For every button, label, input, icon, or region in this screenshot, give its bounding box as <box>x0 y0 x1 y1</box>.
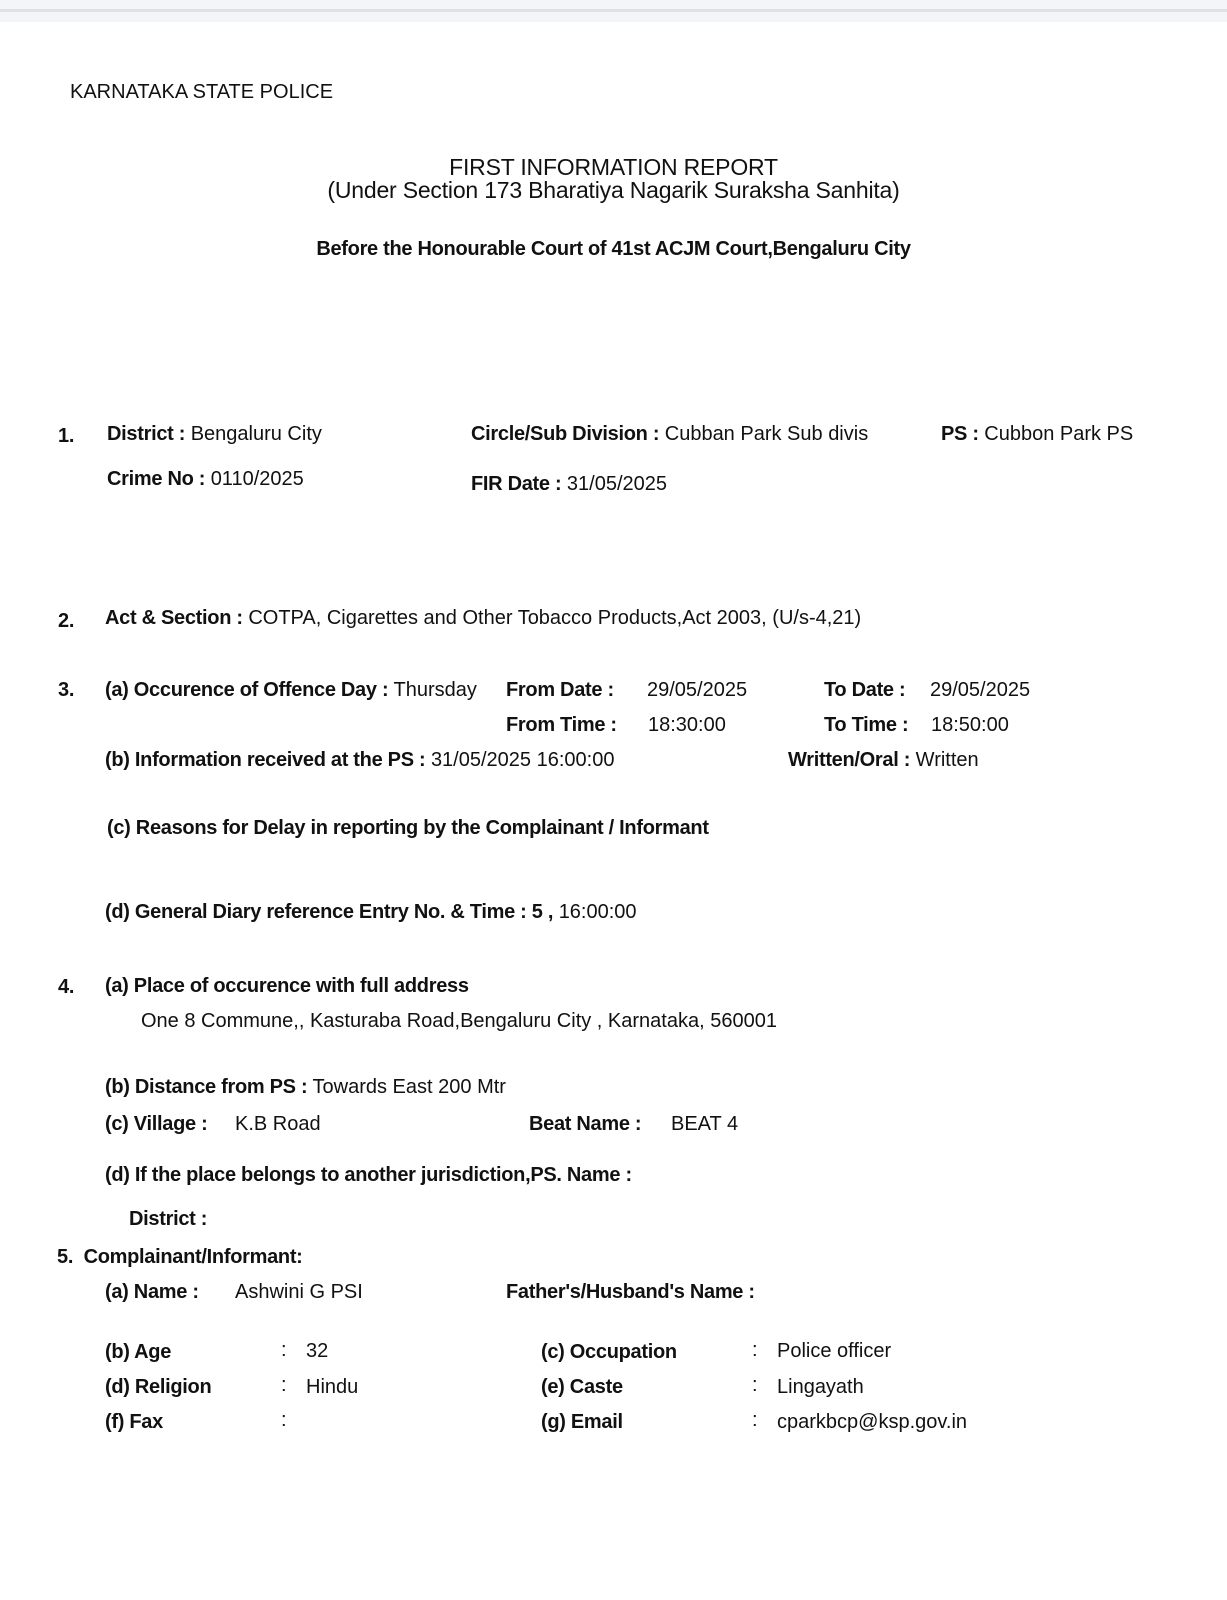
to-date-value: 29/05/2025 <box>930 679 1031 701</box>
circle-label: Circle/Sub Division : <box>471 423 660 445</box>
fax-colon: : <box>281 1409 287 1431</box>
complainant-heading: 5. Complainant/Informant: <box>57 1246 303 1268</box>
district-field <box>107 422 322 446</box>
religion-label: (d) Religion <box>105 1376 212 1398</box>
occupation-label: (c) Occupation <box>541 1341 677 1363</box>
act-section-value: COTPA, Cigarettes and Other Tobacco Products,Act 2003, (U/s-4,21) <box>248 607 862 629</box>
info-received-label: (b) Information received at the PS : <box>105 749 426 771</box>
religion-value: Hindu <box>306 1376 359 1398</box>
act-section-label: Act & Section : <box>105 607 243 629</box>
gd-reference-label: (d) General Diary reference Entry No. & Time : 5 , <box>105 901 554 923</box>
crime-no-value: 0110/2025 <box>210 468 304 490</box>
village-value: K.B Road <box>235 1113 321 1135</box>
name-label: (a) Name : <box>105 1281 199 1303</box>
from-date-value: 29/05/2025 <box>647 679 748 701</box>
from-date-label: From Date : <box>506 679 614 701</box>
from-time-label: From Time : <box>506 714 617 736</box>
court-line: Before the Honourable Court of 41st ACJM Court,Bengaluru City <box>316 238 911 260</box>
jurisdiction-label: (d) If the place belongs to another jurisdiction,PS. Name : <box>105 1164 632 1186</box>
gd-reference-field <box>105 900 637 924</box>
to-time-value: 18:50:00 <box>931 714 1009 736</box>
fir-date-label: FIR Date : <box>471 473 562 495</box>
beat-name-value: BEAT 4 <box>671 1113 739 1135</box>
caste-colon: : <box>752 1374 758 1396</box>
circle-value: Cubban Park Sub divis <box>664 423 869 445</box>
written-oral-field <box>788 748 979 772</box>
viewer-top-divider <box>0 9 1227 12</box>
section-3-number: 3. <box>58 679 75 701</box>
info-received-field <box>105 748 614 772</box>
age-label: (b) Age <box>105 1341 172 1363</box>
beat-name-label: Beat Name : <box>529 1113 642 1135</box>
info-received-value: 31/05/2025 16:00:00 <box>430 749 615 771</box>
to-date-label: To Date : <box>824 679 906 701</box>
report-subtitle: (Under Section 173 Bharatiya Nagarik Suraksha Sanhita) <box>327 177 900 203</box>
distance-value: Towards East 200 Mtr <box>312 1076 506 1098</box>
section-4-number: 4. <box>58 976 75 998</box>
name-value: Ashwini G PSI <box>235 1281 363 1303</box>
delay-reasons-label: (c) Reasons for Delay in reporting by the Complainant / Informant <box>107 817 709 839</box>
ps-field <box>941 422 1133 446</box>
email-value: cparkbcp@ksp.gov.in <box>777 1411 968 1433</box>
written-oral-label: Written/Oral : <box>788 749 911 771</box>
to-time-label: To Time : <box>824 714 909 736</box>
distance-field <box>105 1075 506 1099</box>
offence-day-label: (a) Occurence of Offence Day : <box>105 679 389 701</box>
email-colon: : <box>752 1409 758 1431</box>
offence-day-value: Thursday <box>393 679 477 701</box>
report-title: FIRST INFORMATION REPORT <box>449 154 778 180</box>
age-value: 32 <box>306 1340 329 1362</box>
caste-label: (e) Caste <box>541 1376 623 1398</box>
ps-value: Cubbon Park PS <box>984 423 1134 445</box>
circle-field <box>471 422 868 446</box>
jurisdiction-district-label: District : <box>129 1208 208 1230</box>
age-colon: : <box>281 1339 287 1361</box>
occupation-value: Police officer <box>777 1340 892 1362</box>
section-1-number: 1. <box>58 425 75 447</box>
crime-no-field <box>107 467 304 491</box>
district-label: District : <box>107 423 186 445</box>
gd-reference-time: 16:00:00 <box>558 901 637 923</box>
place-address: One 8 Commune,, Kasturaba Road,Bengaluru City , Karnataka, 560001 <box>141 1010 777 1032</box>
district-value: Bengaluru City <box>190 423 322 445</box>
occupation-colon: : <box>752 1339 758 1361</box>
offence-day-field <box>105 678 477 702</box>
email-label: (g) Email <box>541 1411 623 1433</box>
caste-value: Lingayath <box>777 1376 864 1398</box>
from-time-value: 18:30:00 <box>648 714 726 736</box>
crime-no-label: Crime No : <box>107 468 206 490</box>
village-label: (c) Village : <box>105 1113 208 1135</box>
distance-label: (b) Distance from PS : <box>105 1076 308 1098</box>
fir-date-field <box>471 472 667 496</box>
ps-label: PS : <box>941 423 979 445</box>
fax-label: (f) Fax <box>105 1411 163 1433</box>
religion-colon: : <box>281 1374 287 1396</box>
written-oral-value: Written <box>915 749 979 771</box>
act-section-field <box>105 606 861 630</box>
father-husband-label: Father's/Husband's Name : <box>506 1281 755 1303</box>
org-name: KARNATAKA STATE POLICE <box>70 81 334 103</box>
section-2-number: 2. <box>58 610 75 632</box>
fir-date-value: 31/05/2025 <box>566 473 668 495</box>
place-label: (a) Place of occurence with full address <box>105 975 469 997</box>
